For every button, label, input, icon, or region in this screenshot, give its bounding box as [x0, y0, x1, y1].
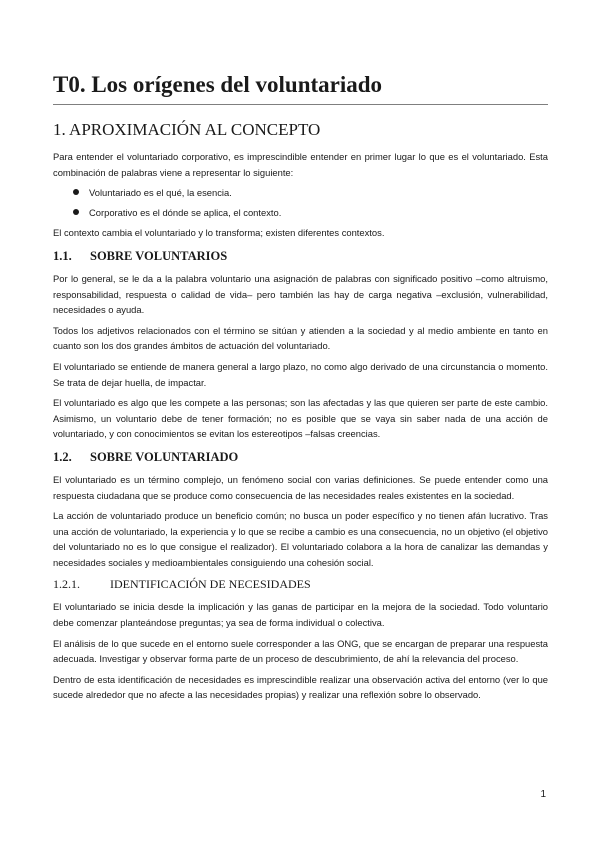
section-1-2-heading [53, 449, 548, 465]
bullet-icon [73, 189, 79, 195]
page-number: 1 [540, 789, 546, 800]
list-item [73, 205, 548, 221]
section-1-intro: Para entender el voluntariado corporativo, es imprescindible entender en primer lugar lo que es el voluntariado. Esta combinación de palabras viene a representar lo siguiente: [53, 151, 548, 178]
bullet-icon [73, 209, 79, 215]
section-number: 1.2.1. [53, 577, 80, 592]
paragraph: Por lo general, se le da a la palabra voluntario una asignación de palabras con significado positivo –como altruismo, responsabilidad, respuesta o calidad de vida– pero también las hay de carga negativa –exclusión, vulnerabilidad, necesidades o ayuda. [53, 272, 548, 316]
section-1-heading: 1. APROXIMACIÓN AL CONCEPTO [53, 120, 321, 139]
paragraph: El voluntariado se inicia desde la implicación y las ganas de participar en la mejora de la sociedad. Todo voluntario debe comenzar planteándose preguntas; ya sea de forma individual o colectiva. [53, 601, 548, 629]
section-1-after: El contexto cambia el voluntariado y lo transforma; existen diferentes contextos. [53, 227, 385, 239]
section-1-2-1-heading [53, 576, 548, 592]
section-title: IDENTIFICACIÓN DE NECESIDADES [110, 577, 311, 592]
section-1-bullet-list [53, 185, 548, 220]
paragraph: El voluntariado se entiende de manera general a largo plazo, no como algo derivado de una circunstancia o momento. Se trata de dejar huella, de impactar. [53, 360, 548, 388]
paragraph: La acción de voluntariado produce un beneficio común; no busca un poder específico y no tienen afán lucrativo. Tras una acción de voluntariado, la experiencia y lo que se recibe a cambio es una consecuencia, no un objetivo (el objetivo del voluntariado no es lo que consigue el realizador). El voluntariado colabora a la hora de canalizar las demandas y necesidades sociales y medioambientales consiguiendo una cohesión social. [53, 510, 548, 568]
paragraph: Todos los adjetivos relacionados con el término se sitúan y atienden a la sociedad y al medio ambiente en tanto en cuanto son los dos grandes ámbitos de actuación del voluntariado. [53, 324, 548, 352]
section-title: SOBRE VOLUNTARIADO [90, 449, 239, 464]
section-number: 1.2. [53, 449, 72, 464]
paragraph: El voluntariado es un término complejo, un fenómeno social con varias definiciones. Se puede entender como una respuesta ciudadana que se produce como consecuencia de las necesidades reales existentes en la sociedad. [53, 473, 548, 501]
list-item-text: Corporativo es el dónde se aplica, el contexto. [89, 206, 282, 218]
document-title: T0. Los orígenes del voluntariado [53, 0, 548, 105]
list-item-text: Voluntariado es el qué, la esencia. [89, 187, 232, 199]
paragraph: El voluntariado es algo que les compete a las personas; son las afectadas y las que quieren ser parte de este cambio. Asimismo, un voluntario debe de tener formación; no es posible que se vaya sin saber nada de una acción de voluntariado, y con conocimientos se evitan los estereotipos –falsas creencias. [53, 397, 548, 440]
list-item [73, 185, 548, 201]
section-title: SOBRE VOLUNTARIOS [90, 248, 228, 263]
paragraph: El análisis de lo que sucede en el entorno suele corresponder a las ONG, que se encargan de preparar una respuesta adecuada. Investigar y observar forma parte de un proceso de descubrimiento, de ahí la relevancia del proceso. [53, 637, 548, 665]
section-1-1-heading [53, 248, 548, 264]
section-number: 1.1. [53, 248, 72, 263]
paragraph: Dentro de esta identificación de necesidades es imprescindible realizar una observación activa del entorno (ver lo que sucede alrededor que no afecte a las necesidades propias) y realizar una reflexión sobre lo observado. [53, 673, 548, 701]
